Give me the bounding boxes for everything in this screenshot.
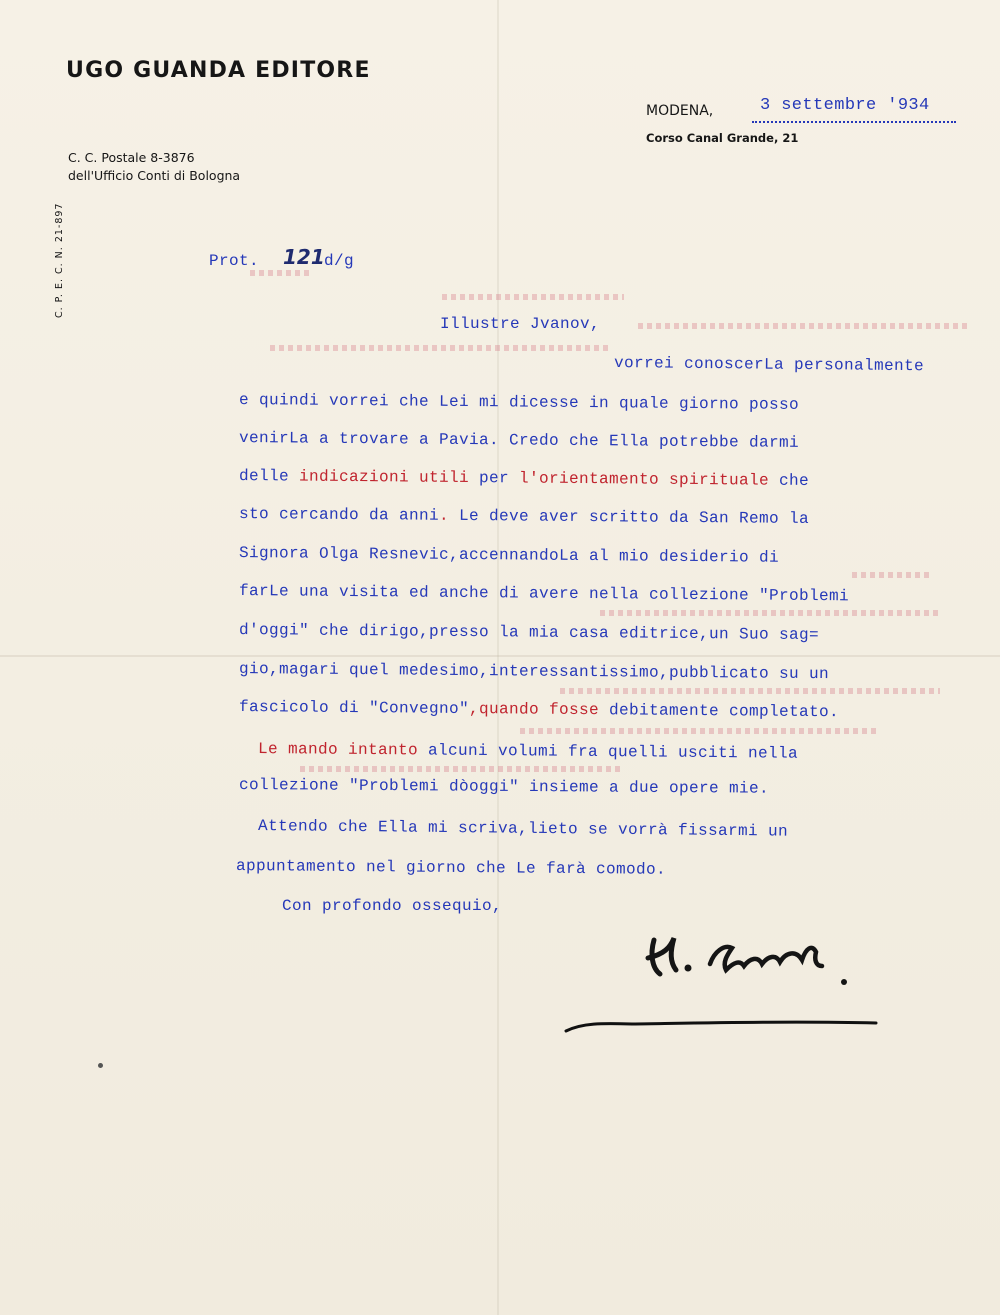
text-run: Le deve aver scritto da San Remo la [448, 506, 810, 528]
protocol-prefix: Prot. [209, 252, 260, 270]
text-run: indicazioni utili [298, 467, 470, 488]
body-line: appuntamento nel giorno che Le farà comodo. [235, 857, 667, 879]
closing: Con profondo ossequio, [282, 897, 503, 915]
text-run: . [438, 506, 450, 525]
text-run: l'orientamento spirituale [518, 469, 770, 490]
body-line: Signora Olga Resnevic,accennandoLa al mio desiderio di [238, 544, 780, 567]
ghost-mark [560, 688, 940, 694]
protocol-suffix: d/g [324, 252, 355, 270]
text-run: Le mando intanto [257, 740, 419, 760]
postal-account: C. C. Postale 8-3876 [68, 150, 195, 165]
text-run: ,quando fosse [468, 700, 600, 720]
city-label: MODENA, [646, 103, 714, 119]
fold-crease-vertical [497, 0, 499, 1315]
ghost-mark [250, 270, 310, 276]
body-line: venirLa a trovare a Pavia. Credo che Ella potrebbe darmi [238, 429, 800, 452]
ghost-mark [600, 610, 940, 616]
paper-mark [98, 1063, 103, 1068]
date-dotted-rule [752, 121, 956, 123]
body-line: vorrei conoscerLa personalmente [613, 354, 925, 376]
body-line: e quindi vorrei che Lei mi dicesse in quale giorno posso [238, 391, 800, 414]
postal-office: dell'Ufficio Conti di Bologna [68, 168, 241, 183]
publisher-name: UGO GUANDA EDITORE [66, 58, 371, 83]
fold-crease-horizontal [0, 655, 1000, 657]
text-run: delle [238, 467, 300, 486]
ghost-mark [852, 572, 932, 578]
text-run: che [769, 471, 810, 490]
registration-code: C. P. E. C. N. 21-897 [54, 202, 65, 318]
body-line [239, 505, 809, 528]
text-run: sto cercando da anni [238, 505, 440, 525]
body-line [258, 740, 798, 763]
body-line: collezione "Problemi dòoggi" insieme a due opere mie. [238, 776, 770, 798]
handwritten-signature [640, 918, 860, 988]
body-line [239, 698, 839, 721]
ghost-mark [442, 294, 624, 300]
signature-underline [562, 1015, 882, 1039]
text-run: alcuni volumi fra quelli usciti nella [417, 741, 799, 763]
protocol-number: 121 [283, 245, 325, 269]
text-run: per [468, 469, 520, 488]
ghost-mark [638, 323, 968, 329]
ghost-mark [520, 728, 880, 734]
greeting: Illustre Jvanov, [440, 315, 601, 333]
publisher-address: Corso Canal Grande, 21 [646, 131, 799, 145]
body-line: d'oggi" che dirigo,presso la mia casa editrice,un Suo sag= [238, 621, 820, 645]
body-line: gio,magari quel medesimo,interessantissimo,pubblicato su un [238, 660, 830, 684]
body-line [239, 467, 809, 490]
ghost-mark [270, 345, 610, 351]
letter-date: 3 settembre '934 [760, 96, 930, 115]
text-run: debitamente completato. [598, 701, 840, 722]
body-line: farLe una visita ed anche di avere nella collezione "Problemi [238, 582, 850, 606]
ghost-mark [300, 766, 620, 772]
body-line: Attendo che Ella mi scriva,lieto se vorrà fissarmi un [257, 817, 789, 841]
text-run: fascicolo di "Convegno" [238, 698, 470, 719]
